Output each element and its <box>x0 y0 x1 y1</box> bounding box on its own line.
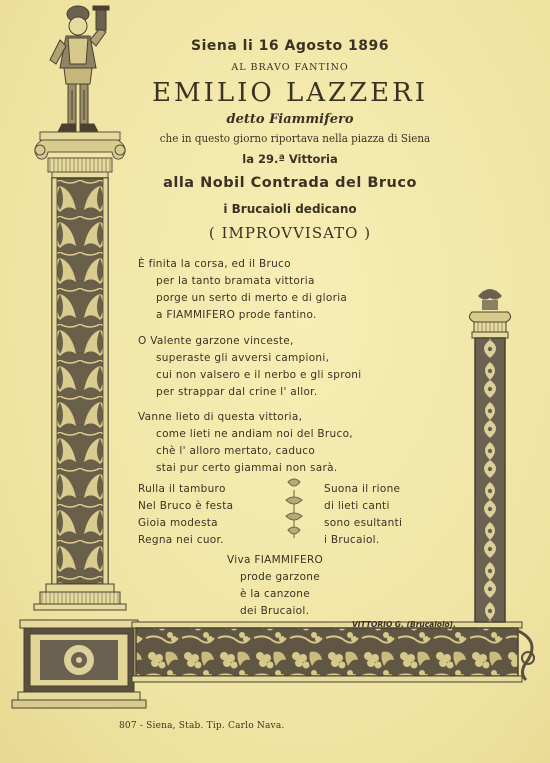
verse-line: Gioia modesta <box>138 517 218 529</box>
event-line: che in questo giorno riportava nella piazza di Siena <box>159 131 431 145</box>
verse-line: per la tanto bramata vittoria <box>156 275 315 287</box>
verse-line: per strappar dal crine l' allor. <box>156 386 318 398</box>
dedicators-line: i Brucaioli dedicano <box>223 202 357 216</box>
pedestal <box>12 620 146 708</box>
center-floral-motif <box>286 479 302 538</box>
verse-line: prode garzone <box>240 571 321 583</box>
right-column <box>469 289 510 622</box>
dedication-line: AL BRAVO FANTINO <box>231 62 349 73</box>
verse-line: sono esultanti <box>324 517 403 529</box>
left-column-capital <box>35 132 125 178</box>
verse-line: cui non valsero e il nerbo e gli sproni <box>156 369 362 381</box>
improvised-line: ( IMPROVVISATO ) <box>208 224 372 242</box>
grapevine-frieze <box>132 622 534 682</box>
verse-line: Nel Bruco è festa <box>138 500 234 512</box>
verse-line: stai pur certo giammai non sarà. <box>156 462 338 474</box>
verse-line: i Brucaiol. <box>324 534 380 546</box>
jockey-name: EMILIO LAZZERI <box>152 78 428 108</box>
verse-line: Suona il rione <box>324 483 401 495</box>
page-boy-figure <box>50 6 109 132</box>
verse-line: è la canzone <box>240 588 310 600</box>
verse-line: a FIAMMIFERO prode fantino. <box>156 309 317 321</box>
verse-line: Rulla il tamburo <box>138 483 226 495</box>
verse-line: È finita la corsa, ed il Bruco <box>138 258 291 270</box>
verse-line: porge un serto di merto e di gloria <box>156 292 348 304</box>
verse-line: Regna nei cuor. <box>138 534 224 546</box>
verse-line: Viva FIAMMIFERO <box>227 554 324 566</box>
verse-line: O Valente garzone vinceste, <box>138 335 294 347</box>
verse-line: dei Brucaiol. <box>240 605 310 617</box>
left-column-base <box>34 584 126 610</box>
date-line: Siena li 16 Agosto 1896 <box>191 38 389 54</box>
victory-line: la 29.ª Vittoria <box>242 152 338 166</box>
nickname: detto Fiammifero <box>226 112 354 127</box>
verse-line: come lieti ne andiam noi del Bruco, <box>156 428 353 440</box>
left-column-shaft <box>52 178 108 584</box>
verse-line: superaste gli avversi campioni, <box>156 352 330 364</box>
contrada-line: alla Nobil Contrada del Bruco <box>163 175 417 191</box>
verse-line: chè l' alloro mertato, caduco <box>156 445 316 457</box>
signature: VITTORIO G. (Brucaiolo). <box>352 620 456 629</box>
printer-line: 807 - Siena, Stab. Tip. Carlo Nava. <box>119 721 285 731</box>
verse-line: Vanne lieto di questa vittoria, <box>138 411 303 423</box>
verse-line: di lieti canti <box>324 500 390 512</box>
